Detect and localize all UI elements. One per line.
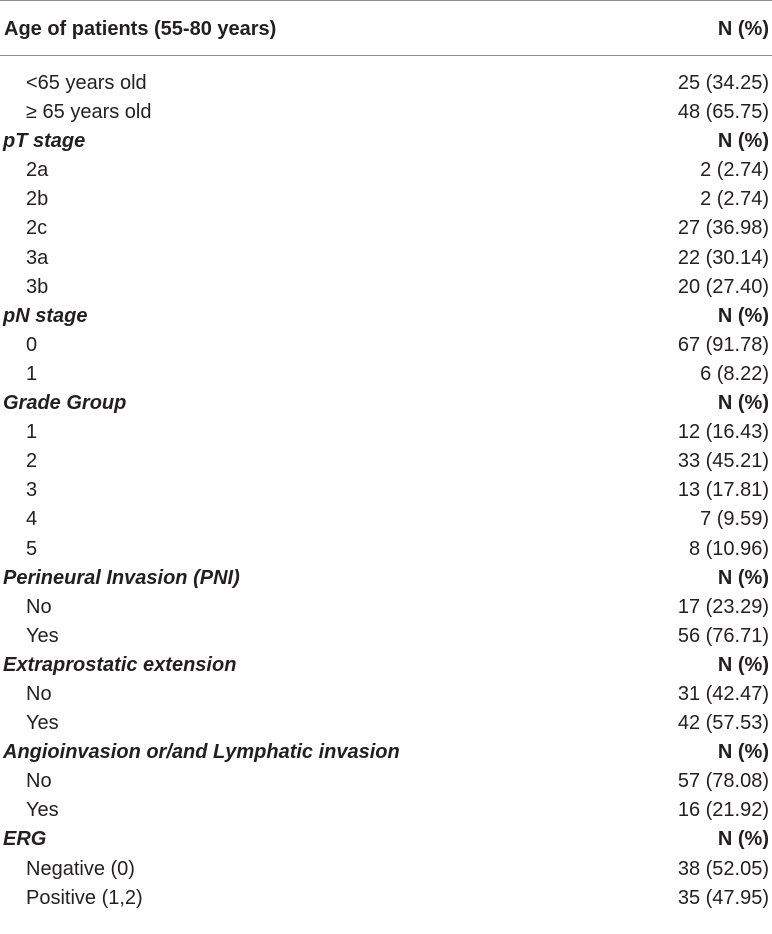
table-row — [0, 535, 772, 564]
section-value-header: N (%) — [717, 566, 769, 589]
section-label: ERG — [3, 828, 47, 851]
table-row — [0, 447, 772, 476]
row-value: 48 (65.75) — [677, 101, 769, 124]
row-label: 4 — [26, 508, 38, 531]
row-value: 17 (23.29) — [677, 595, 769, 618]
row-value: 67 (91.78) — [677, 333, 769, 356]
row-value: 31 (42.47) — [677, 682, 769, 705]
table-row — [0, 418, 772, 447]
table-header — [0, 0, 772, 55]
section-header-row — [0, 302, 772, 331]
header-value: N (%) — [717, 18, 769, 40]
row-value: 20 (27.40) — [677, 275, 769, 298]
row-label: 1 — [26, 421, 38, 444]
row-label: 1 — [26, 362, 38, 385]
row-value: 13 (17.81) — [677, 479, 769, 502]
row-label: 3b — [26, 275, 49, 298]
header-rule — [0, 55, 772, 56]
row-label: Negative (0) — [26, 857, 135, 880]
table-row — [0, 273, 772, 302]
table-row — [0, 331, 772, 360]
table-row — [0, 680, 772, 709]
section-value-header: N (%) — [717, 130, 769, 153]
row-value: 16 (21.92) — [677, 799, 769, 822]
section-header-row — [0, 651, 772, 680]
row-value: 38 (52.05) — [677, 857, 769, 880]
section-header-row — [0, 738, 772, 767]
row-label: 2c — [26, 217, 48, 240]
row-value: 12 (16.43) — [677, 421, 769, 444]
table-row — [0, 884, 772, 913]
row-label: 2a — [26, 159, 49, 182]
row-value: 33 (45.21) — [677, 450, 769, 473]
table-row — [0, 214, 772, 243]
table-row — [0, 360, 772, 389]
table-row — [0, 69, 772, 98]
section-value-header: N (%) — [717, 653, 769, 676]
row-label: 3 — [26, 479, 38, 502]
row-value: 22 (30.14) — [677, 246, 769, 269]
section-value-header: N (%) — [717, 741, 769, 764]
section-value-header: N (%) — [717, 828, 769, 851]
row-label: 2b — [26, 188, 49, 211]
row-label: No — [26, 595, 52, 618]
row-label: Positive (1,2) — [26, 886, 143, 909]
section-header-row — [0, 564, 772, 593]
row-value: 25 (34.25) — [677, 72, 769, 94]
section-label: pN stage — [3, 304, 88, 327]
row-value: 57 (78.08) — [677, 770, 769, 793]
row-label: 3a — [26, 246, 49, 269]
section-header-row — [0, 825, 772, 854]
row-value: 56 (76.71) — [677, 624, 769, 647]
table-row — [0, 796, 772, 825]
table-row — [0, 593, 772, 622]
row-value: 2 (2.74) — [700, 188, 769, 211]
table-row — [0, 244, 772, 273]
table-row — [0, 505, 772, 534]
row-label: Yes — [26, 712, 59, 735]
row-value: 8 (10.96) — [688, 537, 769, 560]
row-label: ≥ 65 years old — [26, 101, 152, 124]
header-label: Age of patients (55-80 years) — [4, 18, 277, 40]
row-label: 2 — [26, 450, 38, 473]
section-label: Grade Group — [3, 392, 127, 415]
section-label: Extraprostatic extension — [3, 653, 237, 676]
row-value: 6 (8.22) — [700, 362, 769, 385]
row-label: Yes — [26, 624, 59, 647]
section-label: Angioinvasion or/and Lymphatic invasion — [3, 741, 400, 764]
section-value-header: N (%) — [717, 392, 769, 415]
row-value: 27 (36.98) — [677, 217, 769, 240]
table-row — [0, 855, 772, 884]
section-header-row — [0, 389, 772, 418]
row-label: No — [26, 770, 52, 793]
row-label: No — [26, 682, 52, 705]
row-label: 5 — [26, 537, 38, 560]
table-row — [0, 185, 772, 214]
table-row — [0, 476, 772, 505]
section-header-row — [0, 127, 772, 156]
row-label: <65 years old — [26, 72, 147, 94]
row-value: 35 (47.95) — [677, 886, 769, 909]
section-value-header: N (%) — [717, 304, 769, 327]
section-label: Perineural Invasion (PNI) — [3, 566, 240, 589]
table-row — [0, 767, 772, 796]
row-label: 0 — [26, 333, 38, 356]
row-value: 7 (9.59) — [700, 508, 769, 531]
row-value: 2 (2.74) — [700, 159, 769, 182]
section-label: pT stage — [3, 130, 86, 153]
table-row — [0, 98, 772, 127]
table-row — [0, 156, 772, 185]
table-row — [0, 622, 772, 651]
row-label: Yes — [26, 799, 59, 822]
table-row — [0, 709, 772, 738]
row-value: 42 (57.53) — [677, 712, 769, 735]
table-body — [0, 69, 772, 913]
